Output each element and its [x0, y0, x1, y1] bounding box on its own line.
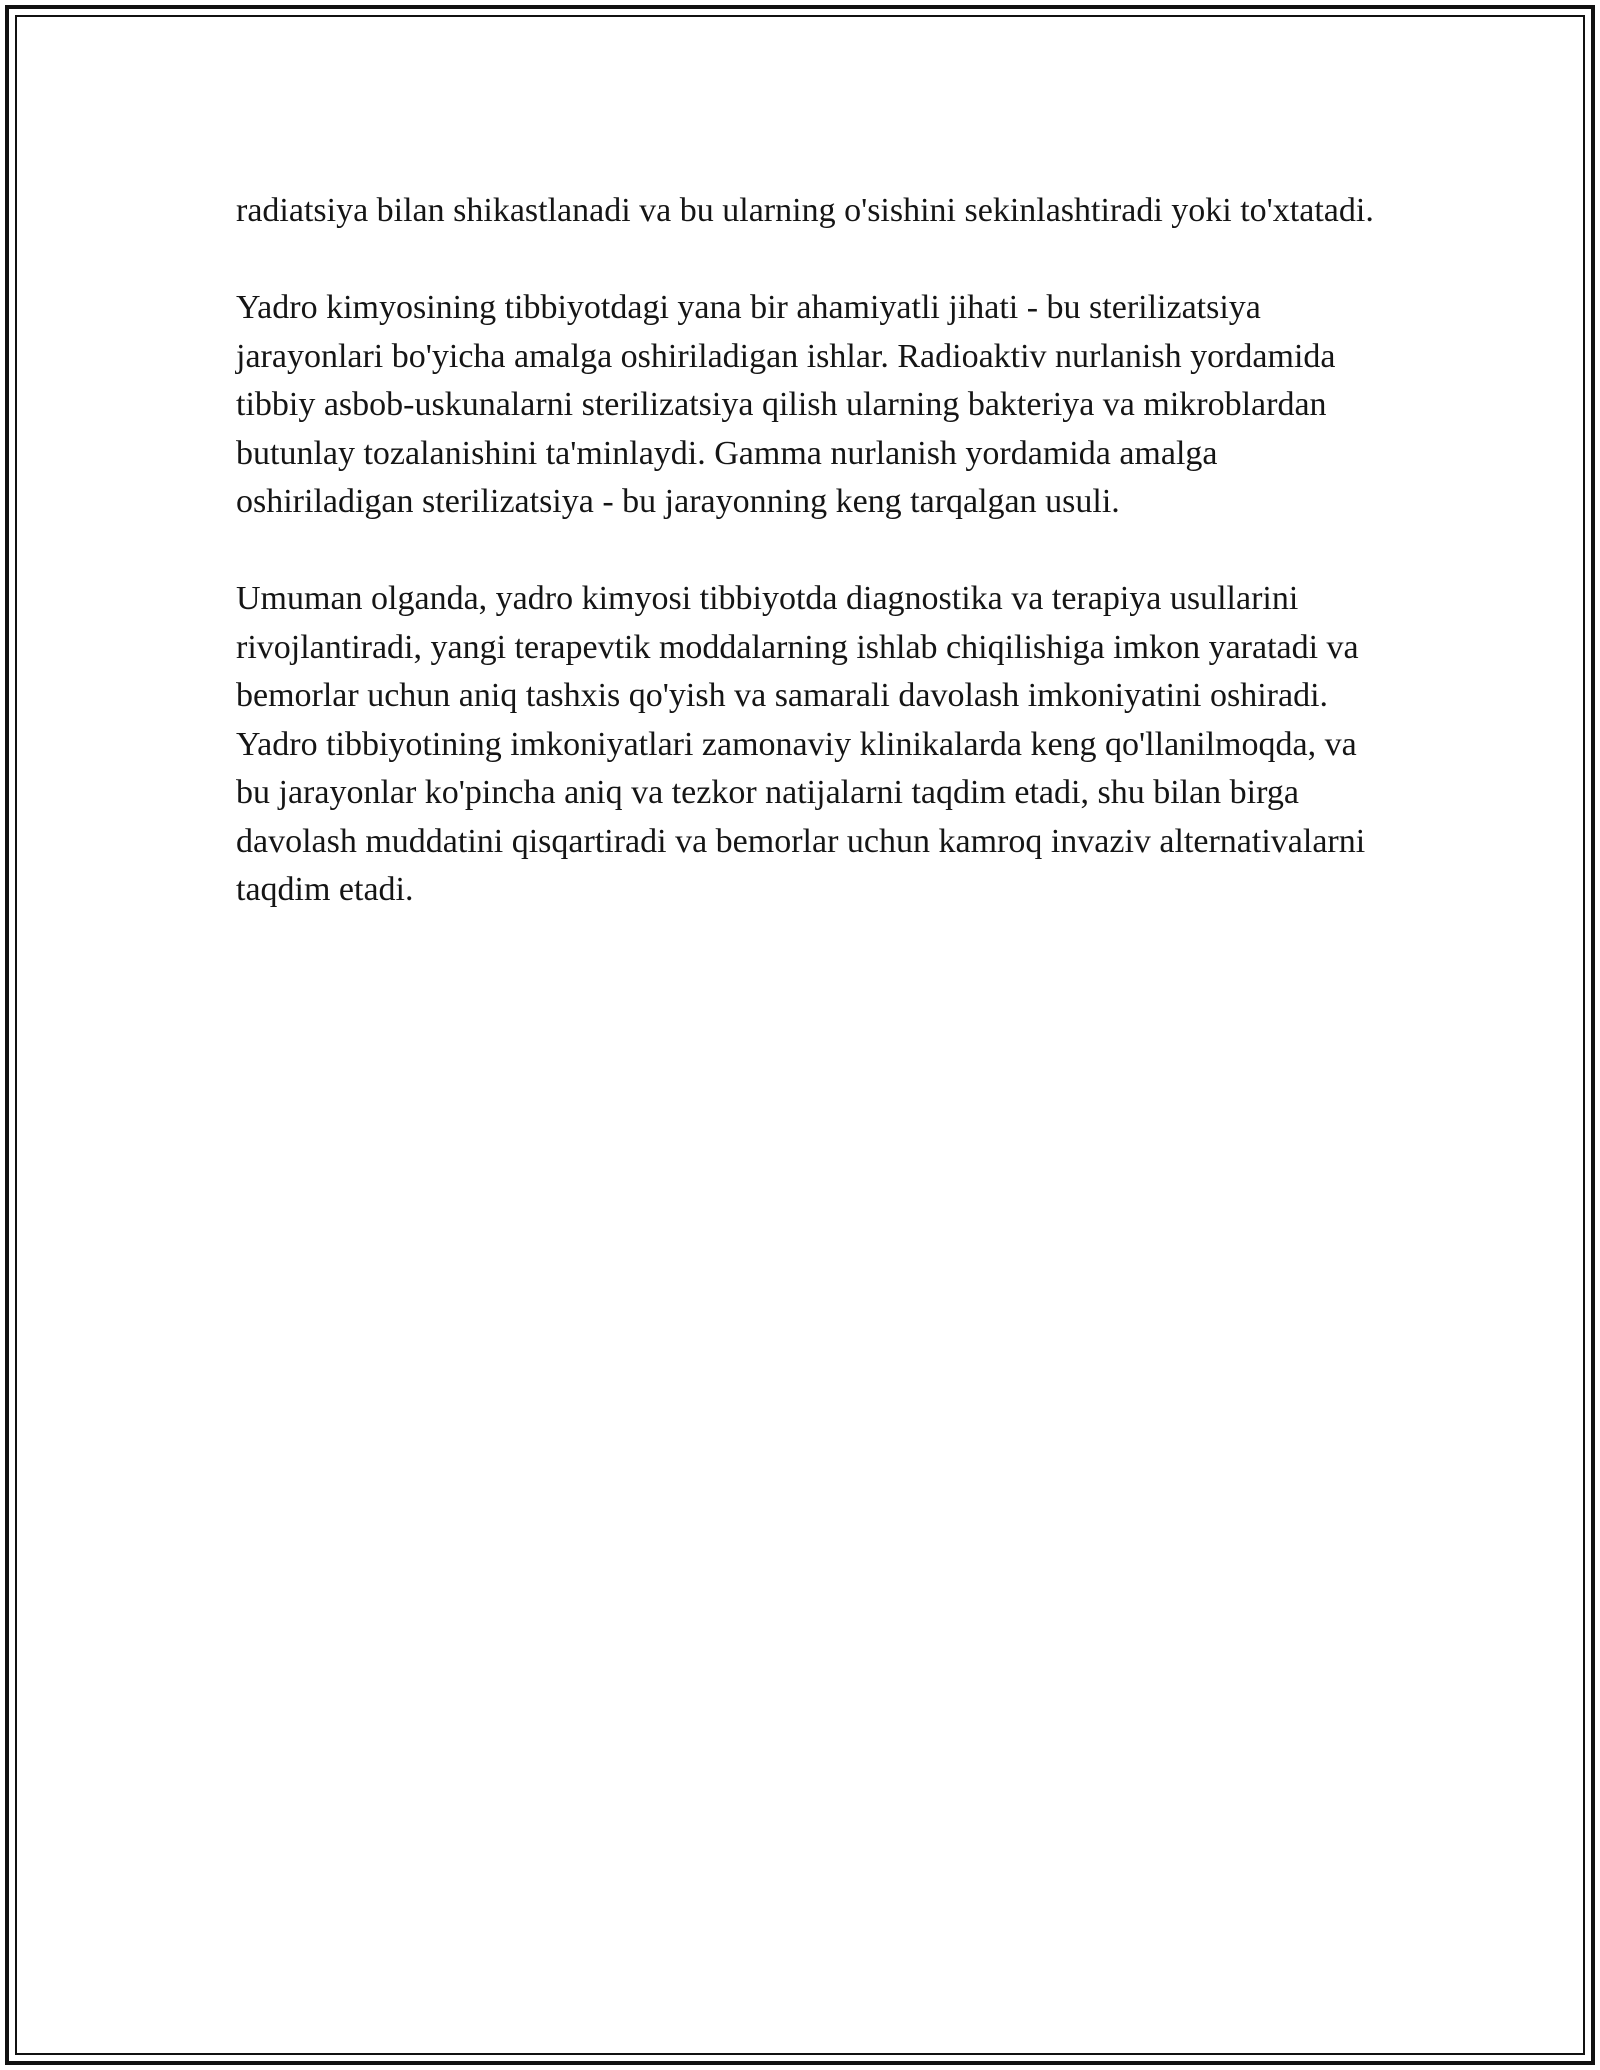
- paragraph-2: Yadro kimyosining tibbiyotdagi yana bir ahamiyatli jihati - bu sterilizatsiya jarayonlari bo'yicha amalga oshiriladigan ishlar. Radioaktiv nurlanish yordamida tibbiy asbob-uskunalarni sterilizatsiya qilish ularning bakteriya va mikroblardan butunlay tozalanishini ta'minlaydi. Gamma nurlanish yordamida amalga oshiriladigan sterilizatsiya - bu jarayonning keng tarqalgan usuli.: [236, 289, 1336, 520]
- paragraph-1: radiatsiya bilan shikastlanadi va bu ularning o'sishini sekinlashtiradi yoki to'xtatadi.: [236, 192, 1374, 229]
- paragraph-3: Umuman olganda, yadro kimyosi tibbiyotda diagnostika va terapiya usullarini rivojlantiradi, yangi terapevtik moddalarning ishlab chiqilishiga imkon yaratadi va bemorlar uchun aniq tashxis qo'yish va samarali davolash imkoniyatini oshiradi. Yadro tibbiyotining imkoniyatlari zamonaviy klinikalarda keng qo'llanilmoqda, va bu jarayonlar ko'pincha aniq va tezkor natijalarni taqdim etadi, shu bilan birga davolash muddatini qisqartiradi va bemorlar uchun kamroq invaziv alternativalarni taqdim etadi.: [236, 580, 1366, 908]
- document-body: [236, 187, 1376, 963]
